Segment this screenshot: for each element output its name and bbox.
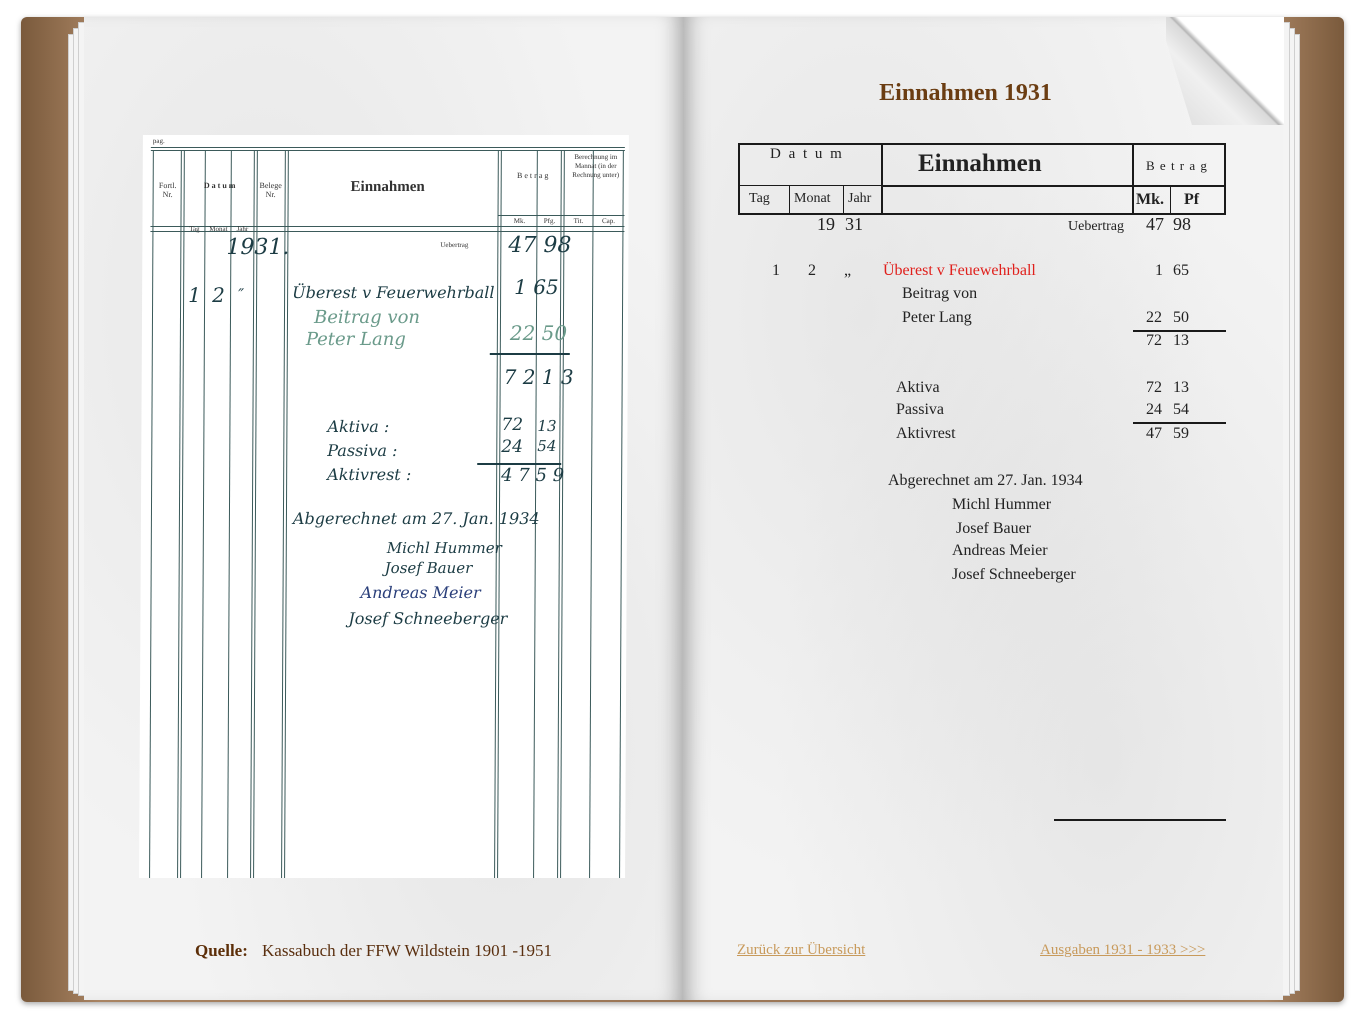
entry-mk: 1: [1155, 262, 1163, 279]
scan-einnahmen-header: Einnahmen: [350, 179, 425, 195]
scan-hw-sum: 7 2 1 3: [503, 365, 574, 389]
source-text: Kassabuch der FFW Wildstein 1901 -1951: [262, 941, 553, 960]
scan-hw-entry: Überest v Feuerwehrball: [292, 283, 495, 302]
scan-hw-amount: 72: [501, 415, 524, 435]
aktiva-mk: 72: [1146, 379, 1162, 396]
scan-sum-rule: [490, 353, 570, 355]
aktivrest-pf: 59: [1173, 425, 1189, 442]
beitrag-text: Peter Lang: [902, 309, 972, 326]
einnahmen-header: Einnahmen: [918, 150, 1042, 177]
scan-column-line: [201, 151, 206, 878]
scan-hw-signature: Josef Bauer: [384, 559, 473, 577]
scan-hw-signature: Andreas Meier: [360, 583, 481, 602]
scan-hw-amount: 13: [537, 417, 557, 435]
beitrag-text: Beitrag von: [902, 285, 978, 302]
scan-column-line: [149, 151, 154, 878]
table-divider: [882, 185, 1133, 187]
scan-jahr-header: Jahr: [236, 225, 249, 233]
scan-hw-signature: Michl Hummer: [386, 539, 502, 557]
signatory-name: Andreas Meier: [952, 542, 1048, 559]
datum-header: D a t u m: [770, 146, 844, 162]
scan-hw-entry: Peter Lang: [305, 329, 406, 350]
scan-hw-day: 1: [188, 283, 201, 307]
scan-hw-amount: 22 50: [509, 321, 568, 345]
sum-pf: 13: [1173, 332, 1189, 349]
uebertrag-label: Uebertrag: [1068, 219, 1124, 234]
uebertrag-year: 19: [817, 214, 835, 234]
scan-rule: [151, 147, 625, 148]
scan-pag: pag.: [152, 137, 165, 145]
table-divider: [789, 186, 790, 215]
aktivrest-mk: 47: [1146, 425, 1162, 442]
jahr-header: Jahr: [848, 191, 872, 206]
entry-tag: 1: [772, 262, 780, 279]
scan-column-line: [589, 151, 594, 878]
table-divider: [738, 185, 882, 186]
table-divider: [843, 186, 844, 215]
table-divider: [1133, 185, 1226, 187]
sum-rule: [1133, 422, 1226, 424]
scan-hw-aktivrest: Aktivrest :: [327, 465, 412, 484]
mk-header: Mk.: [1136, 191, 1164, 208]
aktiva-label: Aktiva: [896, 379, 940, 396]
scan-datum-header: D a t u m: [203, 181, 236, 190]
scan-hw-amount: 24: [501, 437, 524, 457]
scan-betrag-header: B e t r a g: [517, 171, 549, 180]
beitrag-pf: 50: [1173, 309, 1189, 326]
closing-rule: [1054, 819, 1226, 821]
scan-column-line: [619, 151, 624, 878]
scan-hw-total: 4 7 5 9: [501, 465, 565, 486]
uebertrag-year: 31: [845, 214, 863, 234]
table-divider: [1170, 186, 1171, 215]
scan-tag-header: Tag: [189, 225, 200, 233]
page-title: Einnahmen 1931: [879, 80, 1052, 106]
uebertrag-pf: 98: [1173, 214, 1191, 234]
pf-header: Pf: [1184, 191, 1200, 208]
beitrag-mk: 22: [1146, 309, 1162, 326]
scan-mk-header: Mk.: [513, 217, 526, 225]
scan-hw-signature: Josef Schneeberger: [348, 609, 508, 628]
aktiva-pf: 13: [1173, 379, 1189, 396]
scan-uebertrag-label: Uebertrag: [440, 241, 469, 249]
entry-text: Überest v Feuewehrball: [883, 262, 1036, 279]
passiva-pf: 54: [1173, 401, 1189, 418]
abgerechnet-line: Abgerechnet am 27. Jan. 1934: [888, 472, 1083, 489]
scanned-ledger-image: [139, 135, 629, 878]
scan-hw-amount: 1 65: [514, 275, 559, 299]
scan-hw-passiva: Passiva :: [327, 441, 398, 460]
betrag-header: B e t r a g: [1146, 158, 1208, 173]
scan-hw-abgerechnet: Abgerechnet am 27. Jan. 1934: [292, 509, 540, 528]
uebertrag-mk: 47: [1146, 214, 1164, 234]
scan-hw-month: 2: [212, 283, 225, 307]
entry-jahr: „: [844, 262, 852, 279]
passiva-mk: 24: [1146, 401, 1162, 418]
scan-fortl-header: Fortl. Nr.: [158, 181, 177, 199]
signatory-name: Josef Schneeberger: [952, 566, 1076, 583]
scan-pfg-header: Pfg.: [543, 217, 556, 225]
scan-berechnung-header: Berechnung im Mannat (in der Rechnung unter): [572, 153, 620, 179]
scan-hw-entry: Beitrag von: [313, 307, 421, 328]
scan-monat-header: Monat: [209, 225, 228, 233]
scan-hw-year: 1931.: [226, 235, 290, 260]
aktivrest-label: Aktivrest: [896, 425, 956, 442]
scan-hw-ditto: ″: [238, 285, 245, 304]
scan-rule: [151, 150, 625, 151]
scan-belege-header: Belege Nr.: [259, 181, 282, 199]
table-divider: [1132, 143, 1134, 215]
next-page-link[interactable]: Ausgaben 1931 - 1933 >>>: [1040, 942, 1206, 958]
signatory-name: Josef Bauer: [956, 520, 1032, 537]
monat-header: Monat: [794, 191, 831, 206]
scan-hw-uebertrag: 47 98: [508, 233, 572, 258]
back-to-overview-link[interactable]: Zurück zur Übersicht: [737, 942, 866, 958]
source-label: Quelle:: [195, 941, 248, 960]
scan-cap-header: Cap.: [601, 217, 616, 225]
passiva-label: Passiva: [896, 401, 944, 418]
entry-pf: 65: [1173, 262, 1189, 279]
scan-hw-amount: 54: [537, 437, 557, 455]
table-divider: [881, 143, 883, 215]
sum-mk: 72: [1146, 332, 1162, 349]
scan-hw-aktiva: Aktiva :: [327, 417, 390, 436]
scan-tit-header: Tit.: [573, 217, 584, 225]
entry-monat: 2: [808, 262, 816, 279]
signatory-name: Michl Hummer: [952, 496, 1052, 513]
tag-header: Tag: [749, 191, 770, 206]
scan-column-line: [227, 151, 232, 878]
